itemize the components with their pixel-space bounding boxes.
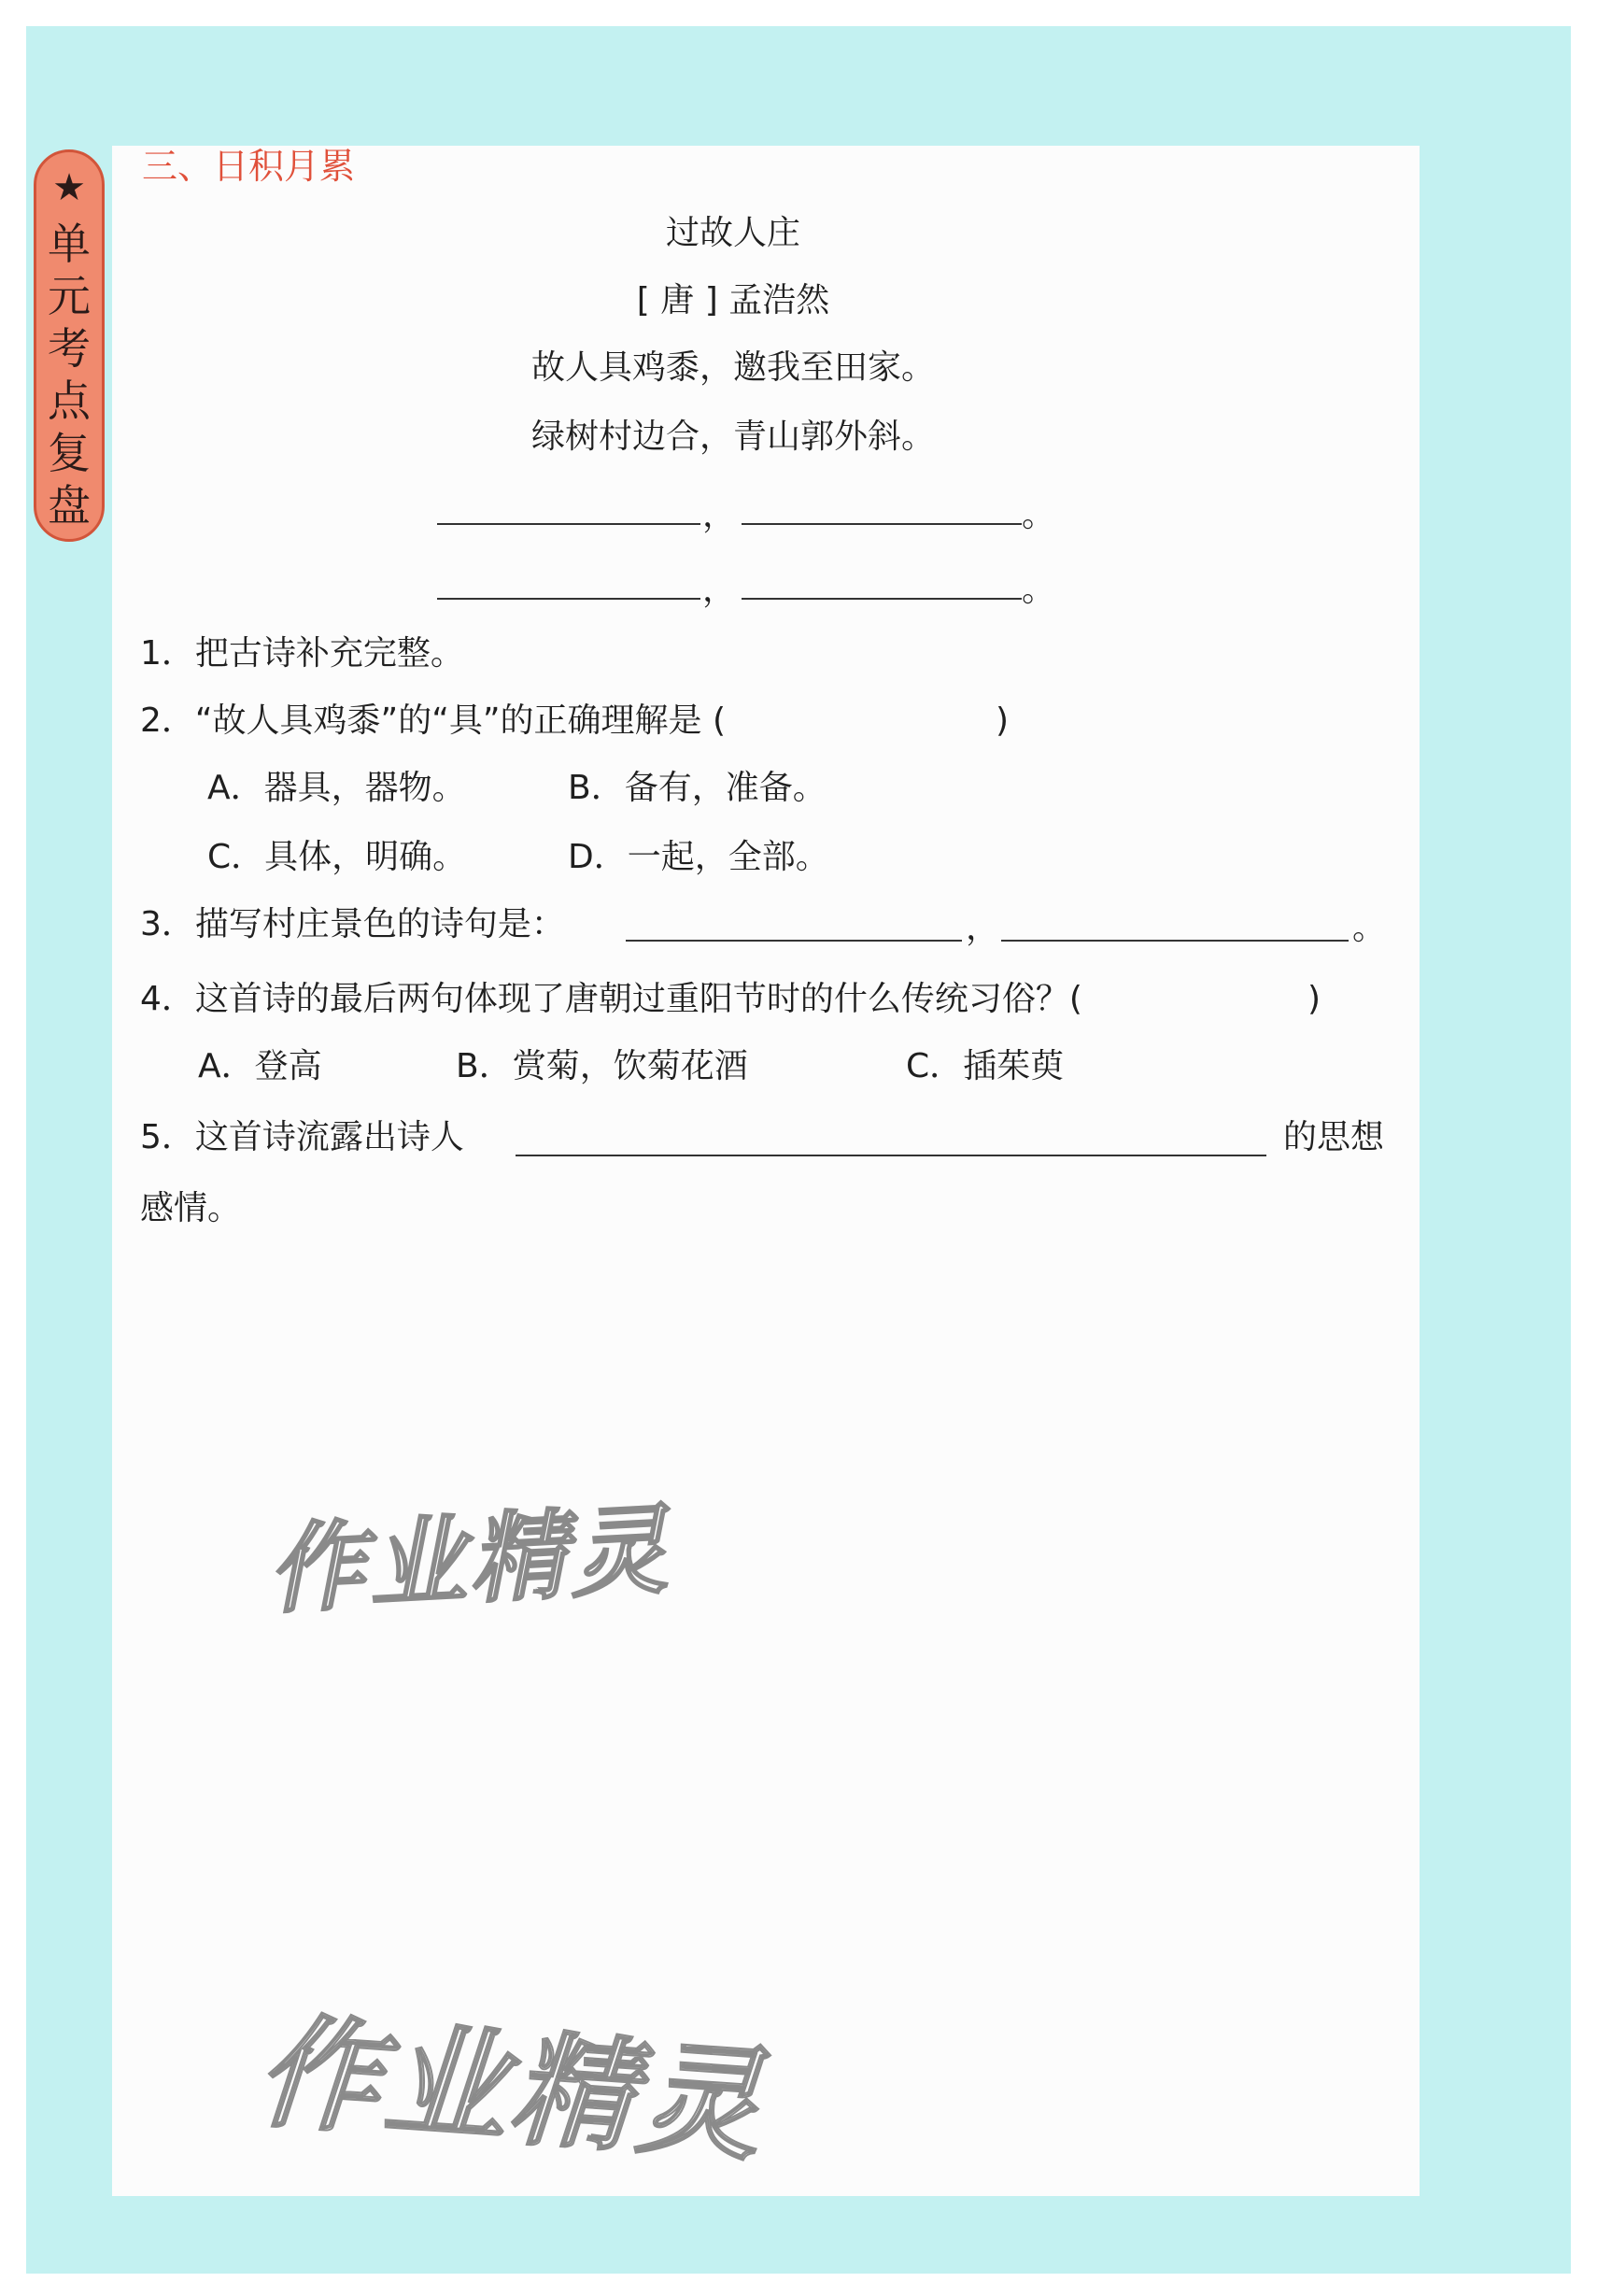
question-1: 1．把古诗补充完整。	[140, 634, 464, 673]
question-2: 2．“故人具鸡黍”的“具”的正确理解是 (	[140, 702, 726, 740]
q4-option-b[interactable]: B．赏菊，饮菊花酒	[456, 1047, 748, 1085]
q4-option-a[interactable]: A．登高	[198, 1047, 322, 1085]
tab-char: 考	[48, 323, 91, 374]
comma: ，	[702, 571, 737, 609]
question-3: 3．描写村庄景色的诗句是：	[140, 905, 565, 943]
watermark: 作业精灵	[252, 2000, 770, 2179]
tab-char: 单	[48, 219, 91, 269]
poem-line-2: 绿树村边合，青山郭外斜。	[530, 418, 935, 456]
tab-char: 复	[48, 428, 91, 478]
poem-line-1: 故人具鸡黍，邀我至田家。	[530, 348, 935, 387]
question-2-close-paren: )	[996, 702, 1010, 740]
period: 。	[1352, 909, 1387, 947]
question-5: 5．这首诗流露出诗人	[140, 1118, 464, 1156]
poem-blank-1[interactable]	[437, 523, 700, 525]
watermark: 作业精灵	[264, 1492, 674, 1628]
q3-blank-2[interactable]	[1001, 940, 1349, 942]
question-4-close-paren: )	[1307, 980, 1321, 1018]
poem-title: 过故人庄	[665, 214, 800, 252]
poem-blank-3[interactable]	[437, 598, 700, 600]
tab-char: 点	[48, 376, 91, 426]
comma: ，	[966, 909, 1000, 947]
q2-option-c[interactable]: C．具体，明确。	[207, 838, 467, 876]
q5-blank[interactable]	[516, 1155, 1266, 1156]
star-icon: ★	[52, 166, 86, 209]
q3-blank-1[interactable]	[626, 940, 962, 942]
question-5-end: 的思想	[1283, 1118, 1385, 1156]
comma: ，	[702, 496, 737, 534]
q2-option-d[interactable]: D．一起，全部。	[568, 838, 829, 876]
q2-option-b[interactable]: B．备有，准备。	[568, 769, 827, 807]
q4-option-c[interactable]: C．插茱萸	[906, 1047, 1065, 1085]
poem-author: [ 唐 ] 孟浩然	[636, 281, 830, 319]
question-5-continued: 感情。	[140, 1189, 242, 1227]
tab-char: 盘	[48, 480, 91, 531]
question-4: 4．这首诗的最后两句体现了唐朝过重阳节时的什么传统习俗？(	[140, 980, 1082, 1018]
q2-option-a[interactable]: A．器具，器物。	[207, 769, 466, 807]
poem-blank-4[interactable]	[742, 598, 1022, 600]
section-title: 三、日积月累	[142, 146, 356, 187]
tab-char: 元	[48, 271, 91, 321]
period: 。	[1022, 496, 1056, 534]
period: 。	[1022, 571, 1056, 609]
poem-blank-2[interactable]	[742, 523, 1022, 525]
